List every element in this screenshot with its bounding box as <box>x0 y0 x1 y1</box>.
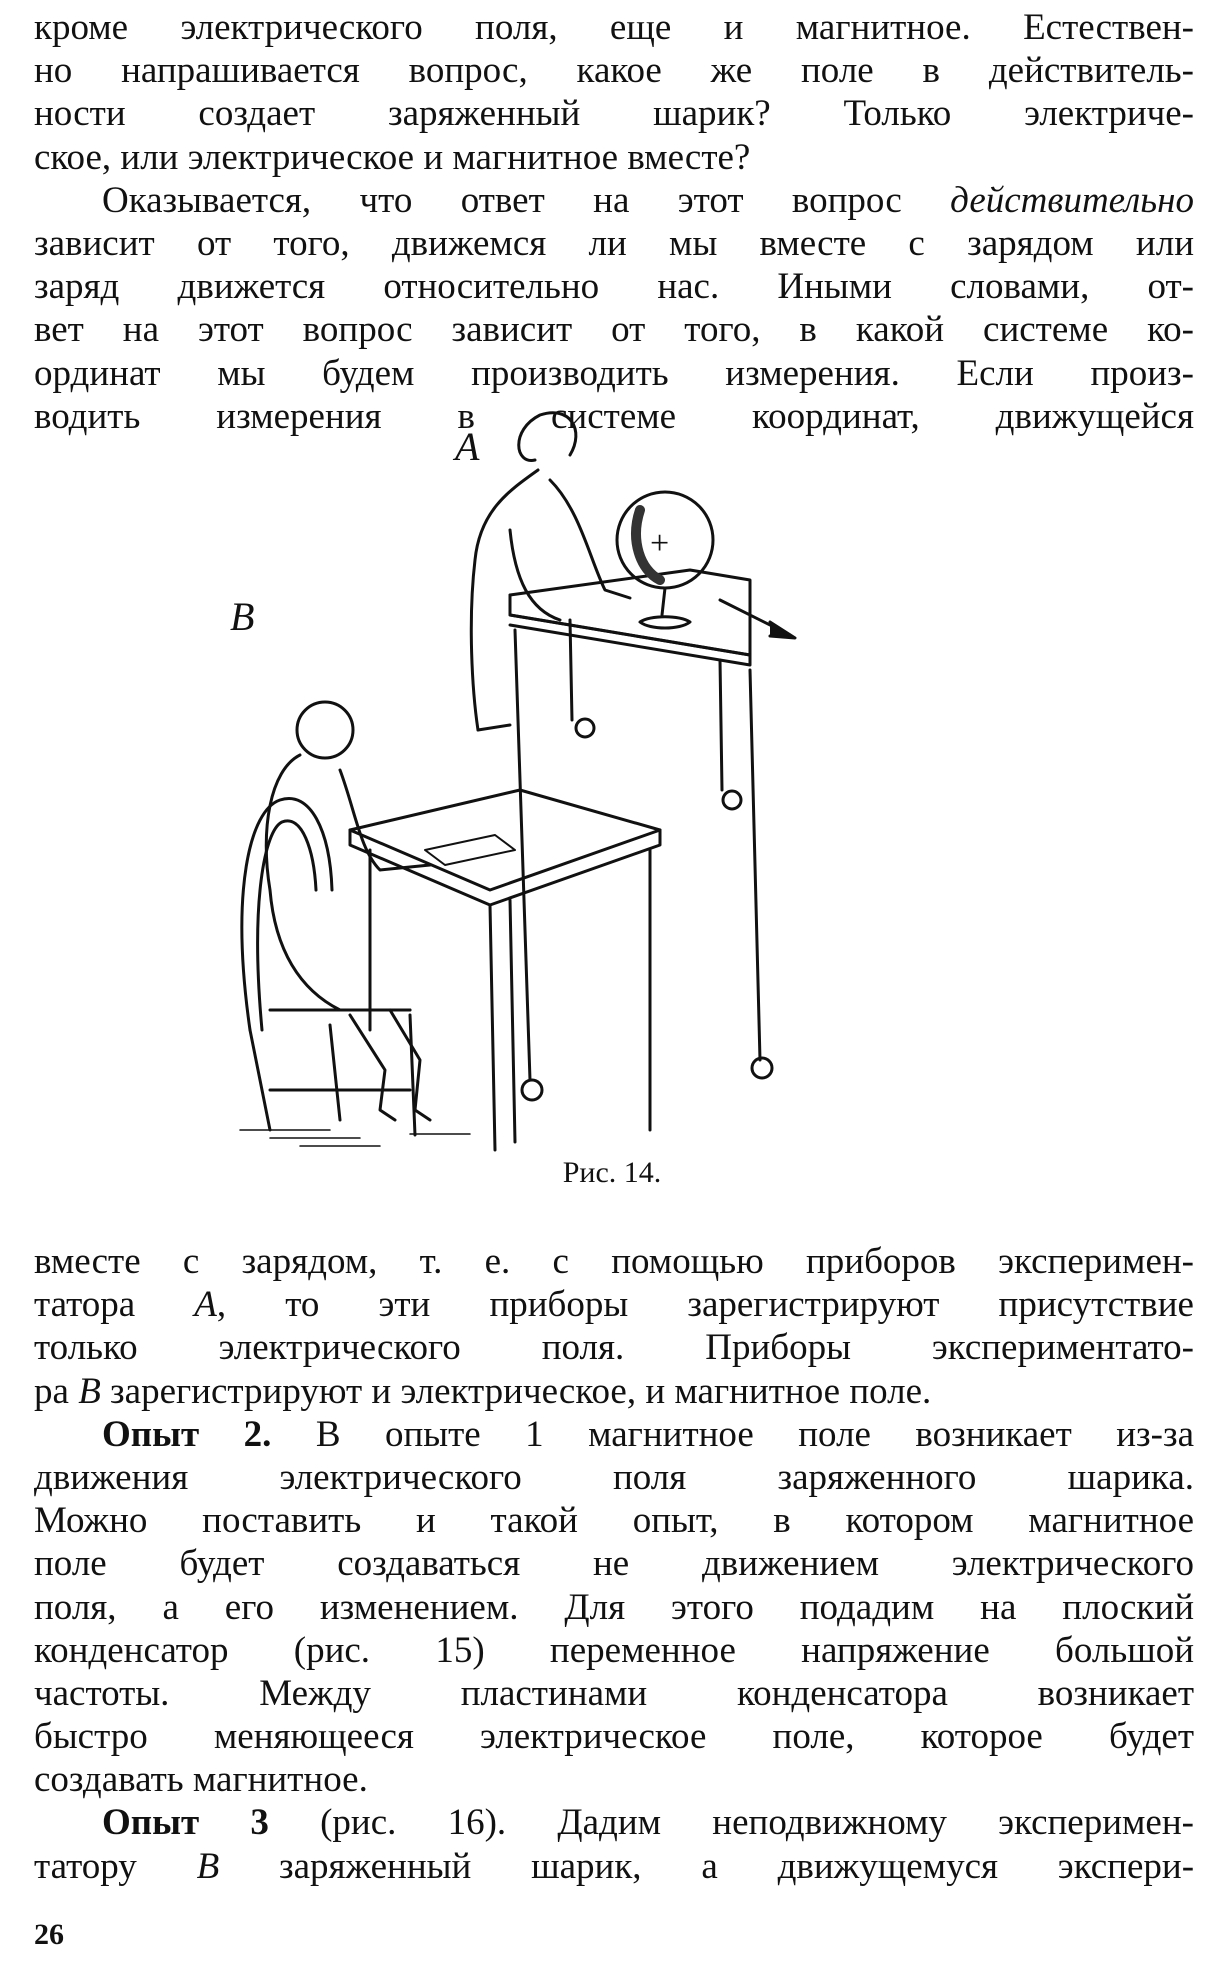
text-line <box>34 1801 1194 1844</box>
student-figure <box>266 702 430 1120</box>
text-line <box>34 1283 1194 1326</box>
text-run: татору <box>34 1845 197 1887</box>
page-number: 26 <box>34 1918 64 1951</box>
text-line <box>34 1413 1194 1456</box>
text-line: создавать магнитное. <box>34 1759 368 1801</box>
text-line <box>34 179 1194 222</box>
charge-plus-sign: + <box>650 525 670 562</box>
text-line: Можно поставить и такой опыт, в котором магнитное <box>34 1500 1194 1542</box>
paragraph-top <box>34 6 1194 438</box>
label-b: B <box>230 594 255 639</box>
text-run: заряженный шарик, а движущемуся экспери- <box>219 1845 1195 1887</box>
floor-hatching <box>240 1130 470 1146</box>
text-line: заряд движется относительно нас. Иными словами, от- <box>34 266 1194 308</box>
italic-letter: В <box>196 1845 220 1887</box>
text-line: ности создает заряженный шарик? Только электриче- <box>34 93 1194 135</box>
desk-drawing <box>350 790 660 1150</box>
text-line: поле будет создаваться не движением электрического <box>34 1543 1194 1585</box>
text-line: быстро меняющееся электрическое поле, которое будет <box>34 1716 1194 1758</box>
text-line <box>34 1370 1194 1413</box>
text-line: вместе с зарядом, т. е. с помощью приборов эксперимен- <box>34 1241 1194 1282</box>
paragraph-bottom <box>34 1240 1194 1888</box>
text-line: вет на этот вопрос зависит от того, в какой системе ко- <box>34 309 1194 351</box>
text-line: движения электрического поля заряженного шарика. <box>34 1456 1194 1498</box>
text-run: татора <box>34 1284 195 1326</box>
italic-letter: В <box>78 1370 101 1412</box>
text-line <box>34 1845 1194 1888</box>
text-line: частоты. Между пластинами конденсатора возникает <box>34 1672 1194 1714</box>
text-run: Оказывается, что ответ на этот вопрос <box>102 179 902 221</box>
text-run: зарегистрируют и электрическое, и магнитное поле. <box>100 1370 932 1412</box>
label-a: A <box>455 424 480 469</box>
text-line: ское, или электрическое и магнитное вместе? <box>34 136 751 178</box>
text-line: только электрического поля. Приборы экспериментато- <box>34 1327 1194 1369</box>
text-line: ординат мы будем производить измерения. Если произ- <box>34 352 1194 394</box>
experiment-heading: Опыт 2. <box>102 1413 272 1455</box>
experiment-heading: Опыт 3 <box>102 1802 269 1844</box>
text-run: (рис. 16). Дадим неподвижному эксперимен- <box>268 1802 1194 1844</box>
text-line: кроме электрического поля, еще и магнитное. Естествен- <box>34 7 1194 48</box>
text-run: ра <box>34 1370 79 1412</box>
teacher-figure <box>471 413 630 730</box>
text-run: , то эти приборы зарегистрируют присутствие <box>216 1284 1194 1326</box>
italic-word: действительно <box>950 179 1194 221</box>
text-line: зависит от того, движемся ли мы вместе с зарядом или <box>34 222 1194 264</box>
motion-arrow <box>720 600 795 638</box>
figure-caption: Рис. 14. <box>562 1156 662 1189</box>
italic-letter: А <box>194 1284 217 1326</box>
text-run: В опыте 1 магнитное поле возникает из-за <box>271 1413 1194 1455</box>
text-line: конденсатор (рис. 15) переменное напряжение большой <box>34 1629 1194 1671</box>
cart-drawing <box>510 570 772 1100</box>
text-line: водить измерения в системе координат, движущейся <box>34 395 1194 437</box>
chair-drawing <box>242 798 415 1135</box>
figure-illustration <box>210 424 1030 1170</box>
text-line: но напрашивается вопрос, какое же поле в действитель- <box>34 50 1194 92</box>
text-line: поля, а его изменением. Для этого подадим на плоский <box>34 1586 1194 1628</box>
